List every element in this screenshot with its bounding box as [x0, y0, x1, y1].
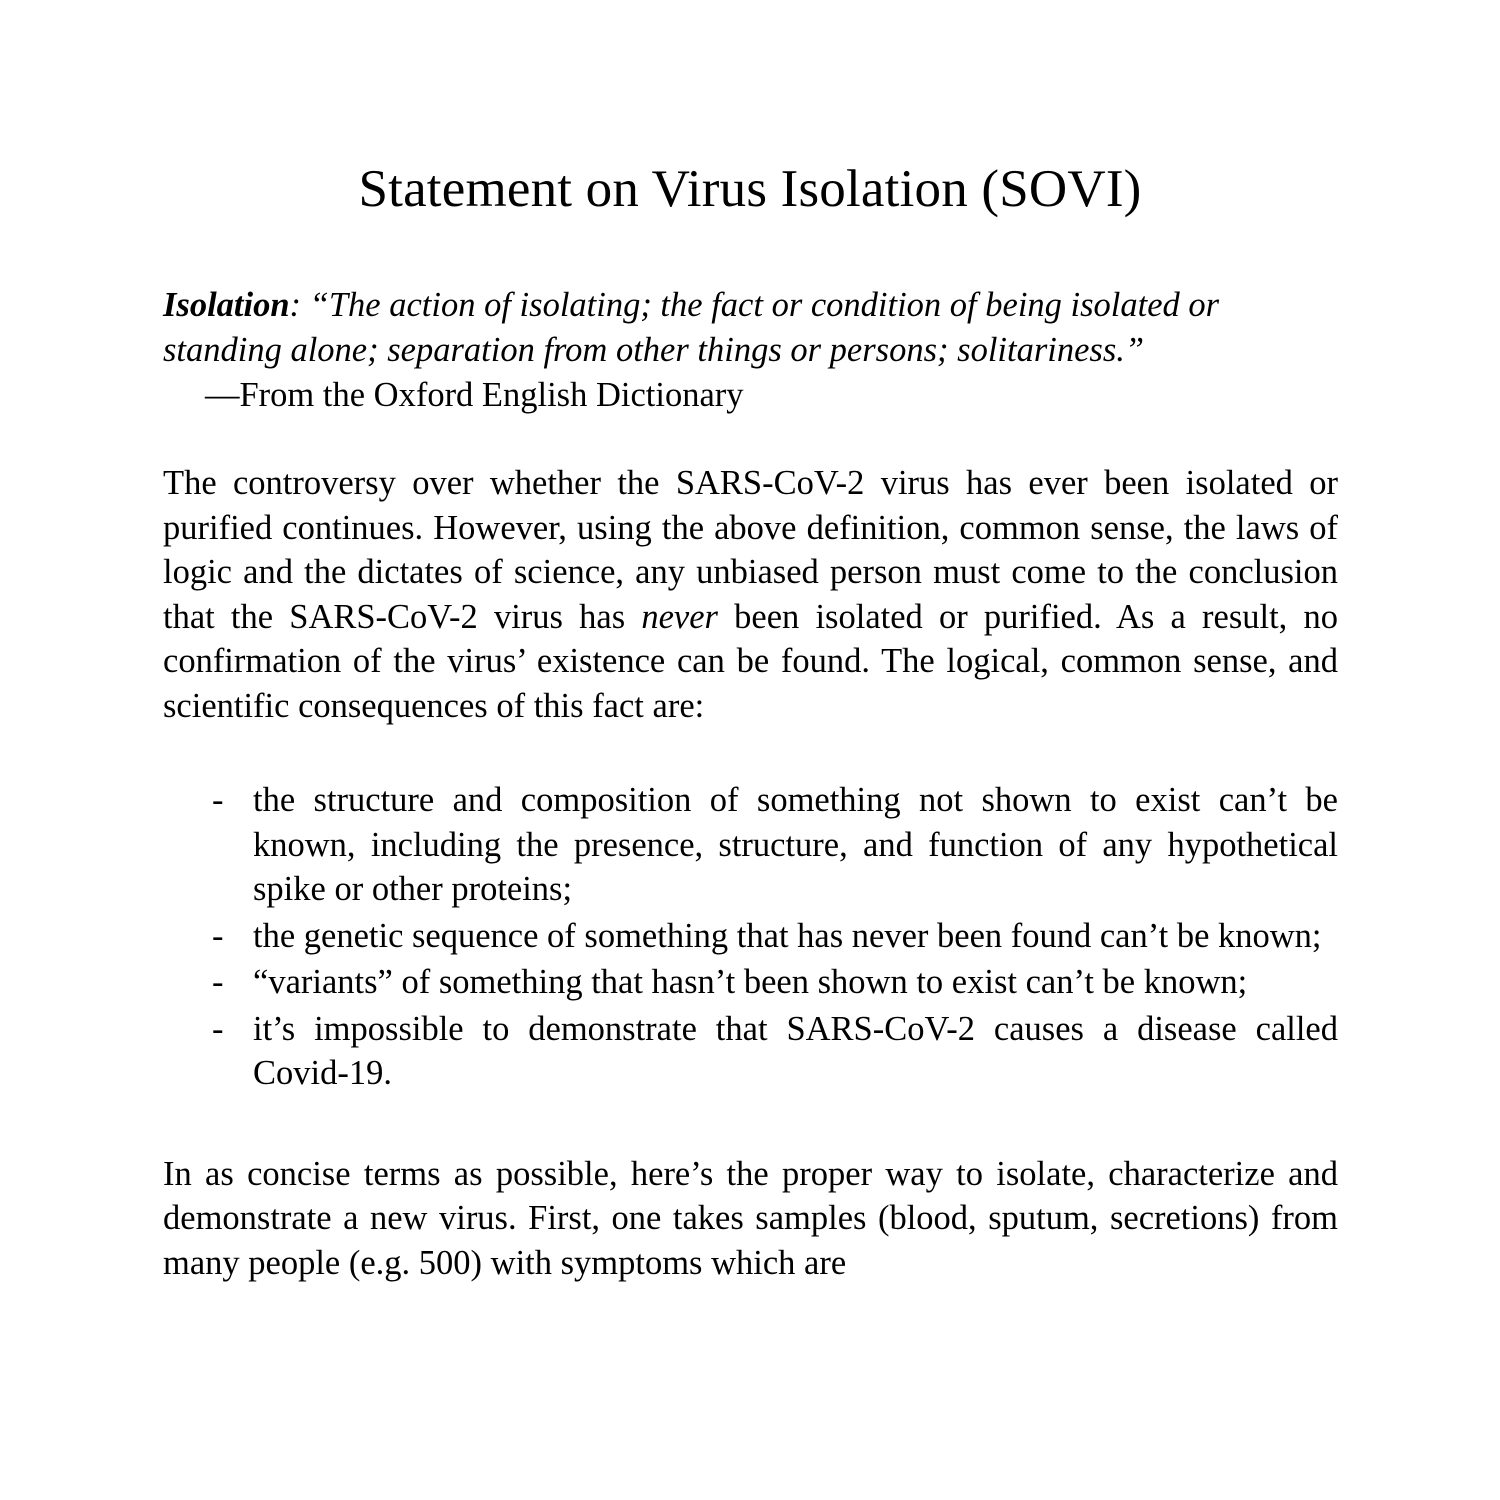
definition-attribution: —From the Oxford English Dictionary — [205, 376, 744, 414]
bullet-marker-icon: - — [212, 963, 224, 1001]
bullet-marker-icon: - — [212, 916, 224, 955]
intro-paragraph — [163, 461, 1338, 728]
spacer — [163, 1098, 1338, 1152]
page-title: Statement on Virus Isolation (SOVI) — [358, 159, 1142, 218]
document-body — [163, 283, 1338, 1285]
spacer — [163, 728, 1338, 778]
bullet-marker-icon: - — [212, 781, 224, 819]
intro-paragraph-part-2: been isolated or purified. As a result, no confirmation of the virus’ existence can be found. The logical, common sense, and scientific consequences of this fact are: — [163, 597, 1338, 725]
definition-quote: “The action of isolating; the fact or condition of being isolated or standing alone; separation from other things or persons; solitariness.” — [163, 286, 1220, 369]
list-item — [163, 914, 1338, 959]
list-item — [163, 960, 1338, 1005]
consequences-list — [163, 778, 1338, 1096]
intro-paragraph-emphasis: never — [641, 597, 718, 636]
definition-colon: : — [289, 286, 310, 324]
list-item-text: the genetic sequence of something that has never been found can’t be known; — [253, 916, 1322, 955]
list-item — [163, 1007, 1338, 1096]
list-item-text: the structure and composition of something not shown to exist can’t be known, including the presence, structure, and function of any hypothetical spike or other proteins; — [253, 781, 1338, 908]
intro-paragraph-part-1: The controversy over whether the SARS-CoV-2 virus has ever been isolated or purified continues. However, using the above definition, common sense, the laws of logic and the dictates of science, any unbiased person must come to the conclusion that the SARS-CoV-2 virus has — [163, 464, 1338, 636]
closing-paragraph: In as concise terms as possible, here’s the proper way to isolate, characterize and demonstrate a new virus. First, one takes samples (blood, sputum, secretions) from many people (e.g. 500) with symptoms which are — [163, 1154, 1338, 1282]
list-item-text: “variants” of something that hasn’t been shown to exist can’t be known; — [253, 963, 1248, 1001]
list-item — [163, 778, 1338, 912]
definition-block — [163, 283, 1338, 373]
definition-term: Isolation — [163, 286, 290, 324]
bullet-marker-icon: - — [212, 1009, 224, 1048]
spacer — [163, 418, 1338, 461]
list-item-text: it’s impossible to demonstrate that SARS-CoV-2 causes a disease called Covid-19. — [253, 1009, 1338, 1092]
